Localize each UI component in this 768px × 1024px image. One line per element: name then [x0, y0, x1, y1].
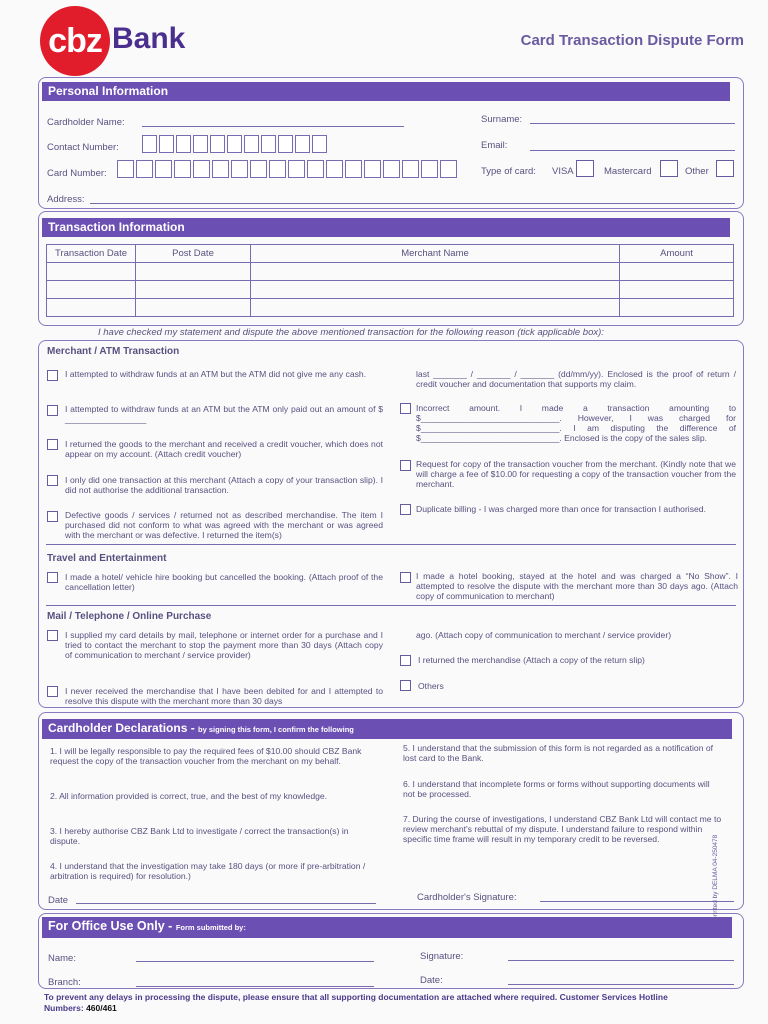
contact-number-boxes[interactable]: [142, 135, 329, 158]
not-received-text: I never received the merchandise that I have been debited for and I attempted to resolve this dispute with the merchant more than 30 days: [65, 686, 383, 706]
atm-no-cash-text: I attempted to withdraw funds at an ATM but the ATM did not give me any cash.: [65, 369, 367, 379]
credit-voucher-text: I returned the goods to the merchant and received a credit voucher, which does not appear on my account. (Attach credit voucher): [65, 439, 383, 459]
declaration-date-field[interactable]: [76, 903, 376, 904]
declaration-2: 2. All information provided is correct, true, and the best of my knowledge.: [50, 791, 328, 801]
table-row[interactable]: [47, 263, 734, 281]
office-signature-field[interactable]: [508, 960, 734, 961]
office-branch-field[interactable]: [136, 986, 374, 987]
office-subtitle: Form submitted by:: [175, 923, 246, 932]
personal-info-heading: Personal Information: [42, 82, 730, 101]
surname-label: Surname:: [481, 114, 523, 125]
logo-text: cbz: [48, 21, 102, 60]
visa-checkbox[interactable]: [576, 160, 594, 177]
office-date-label: Date:: [420, 975, 443, 986]
mail-heading: Mail / Telephone / Online Purchase: [47, 611, 212, 622]
address-field[interactable]: [90, 203, 735, 204]
others-text: Others: [418, 681, 444, 691]
returned-merchandise-text: I returned the merchandise (Attach a copy of the return slip): [418, 655, 645, 665]
other-label: Other: [685, 166, 709, 177]
others-checkbox[interactable]: [400, 680, 411, 691]
cardholder-name-field[interactable]: [142, 126, 404, 127]
declarations-title: Cardholder Declarations -: [48, 721, 195, 735]
table-row[interactable]: [47, 281, 734, 299]
address-label: Address:: [47, 194, 85, 205]
not-received-checkbox[interactable]: [47, 686, 58, 697]
declarations-heading: [42, 719, 732, 739]
footer-text: To prevent any delays in processing the dispute, please ensure that all supporting documentation are attached where required. Customer Services Hotline: [44, 992, 668, 1002]
request-voucher-text: Request for copy of the transaction voucher from the merchant. (Kindly note that we will charge a fee of $10.00 for requesting a copy of the transaction voucher from the merchant.: [416, 459, 736, 489]
declaration-6: 6. I understand that incomplete forms or forms without supporting documents will not be processed.: [403, 779, 710, 799]
atm-partial-text: I attempted to withdraw funds at an ATM but the ATM only paid out an amount of $ _________________: [65, 404, 383, 424]
section-divider: [46, 544, 736, 545]
no-show-checkbox[interactable]: [400, 572, 411, 583]
declaration-date-label: Date: [48, 895, 69, 906]
email-label: Email:: [481, 140, 508, 151]
transaction-info-heading: Transaction Information: [42, 218, 730, 237]
logo-bank-word: Bank: [112, 22, 186, 55]
defective-goods-text: Defective goods / services / returned not as described merchandise. The item I purchased did not conform to what was agreed with the merchant or was agreed with the merchant or was defective. I returned the item(s): [65, 510, 383, 540]
cardholder-signature-field[interactable]: [540, 901, 734, 902]
cardholder-signature-label: Cardholder's Signature:: [417, 892, 517, 903]
hotel-cancel-text: I made a hotel/ vehicle hire booking but cancelled the booking. (Attach proof of the cancellation letter): [65, 572, 383, 592]
col-amount: Amount: [620, 245, 734, 263]
incorrect-amount-checkbox[interactable]: [400, 403, 411, 414]
cbz-logo: [40, 6, 110, 76]
declaration-3: 3. I hereby authorise CBZ Bank Ltd to investigate / correct the transaction(s) in dispute.: [50, 826, 349, 846]
type-of-card-label: Type of card:: [481, 166, 536, 177]
office-signature-label: Signature:: [420, 951, 464, 962]
travel-heading: Travel and Entertainment: [47, 553, 167, 564]
card-number-label: Card Number:: [47, 168, 107, 179]
card-number-boxes[interactable]: [117, 160, 459, 183]
atm-no-cash-checkbox[interactable]: [47, 370, 58, 381]
office-name-label: Name:: [48, 953, 76, 964]
office-heading: [42, 917, 732, 938]
col-merchant-name: Merchant Name: [251, 245, 620, 263]
statement-note: I have checked my statement and dispute the above mentioned transaction for the following reason (tick applicable box):: [98, 327, 604, 338]
office-date-field[interactable]: [508, 984, 734, 985]
mastercard-checkbox[interactable]: [660, 160, 678, 177]
declaration-5: 5. I understand that the submission of this form is not regarded as a notification of lost card to the Bank.: [403, 743, 714, 763]
declaration-4: 4. I understand that the investigation may take 180 days (or more if pre-arbitration / arbitration is required) for resolution.): [50, 861, 366, 881]
declarations-subtitle: by signing this form, I confirm the following: [198, 725, 354, 734]
mastercard-label: Mastercard: [604, 166, 652, 177]
atm-partial-checkbox[interactable]: [47, 405, 58, 416]
one-transaction-checkbox[interactable]: [47, 475, 58, 486]
hotel-cancel-checkbox[interactable]: [47, 572, 58, 583]
returned-merchandise-checkbox[interactable]: [400, 655, 411, 666]
declaration-1: 1. I will be legally responsible to pay the required fees of $10.00 should CBZ Bank request the copy of the transaction voucher from the merchant on my behalf.: [50, 746, 362, 766]
mail-order-text: I supplied my card details by mail, telephone or internet order for a purchase and I tried to contact the merchant to stop the payment more than 30 days (Attach copy of communication to merchant / service provider): [65, 630, 383, 660]
office-name-field[interactable]: [136, 961, 374, 962]
merchant-atm-heading: Merchant / ATM Transaction: [47, 346, 180, 357]
return-date-text: last _______ / _______ / _______ (dd/mm/yy). Enclosed is the proof of return / credit voucher and documentation that supports my claim.: [416, 369, 736, 389]
office-title: For Office Use Only -: [48, 919, 173, 933]
visa-label: VISA: [552, 166, 574, 177]
footer-numbers-label: Numbers:: [44, 1003, 84, 1013]
declaration-7: 7. During the course of investigations, I understand CBZ Bank Ltd will contact me to review merchant's rebuttal of my dispute. I understand failure to respond within specific time frame will result in my temporary credit to be reversed.: [403, 814, 722, 844]
mail-order-checkbox[interactable]: [47, 630, 58, 641]
table-row[interactable]: [47, 299, 734, 317]
one-transaction-text: I only did one transaction at this merchant (Attach a copy of your transaction slip). I did not authorise the additional transaction.: [65, 475, 383, 495]
cardholder-name-label: Cardholder Name:: [47, 117, 125, 128]
request-voucher-checkbox[interactable]: [400, 460, 411, 471]
duplicate-billing-checkbox[interactable]: [400, 504, 411, 515]
mail-ago-text: ago. (Attach copy of communication to merchant / service provider): [416, 630, 672, 640]
col-post-date: Post Date: [136, 245, 251, 263]
contact-number-label: Contact Number:: [47, 142, 119, 153]
incorrect-amount-text: Incorrect amount. I made a transaction amounting to $_____________________________. However, I was charged for $_____________________________. I am disputing the difference of $_____________________________. Enclosed is the copy of the sales slip.: [416, 403, 736, 443]
defective-goods-checkbox[interactable]: [47, 511, 58, 522]
form-title: Card Transaction Dispute Form: [520, 32, 744, 49]
email-field[interactable]: [530, 150, 735, 151]
duplicate-billing-text: Duplicate billing - I was charged more than once for transaction I authorised.: [416, 504, 706, 514]
office-branch-label: Branch:: [48, 977, 81, 988]
col-transaction-date: Transaction Date: [47, 245, 136, 263]
other-card-checkbox[interactable]: [716, 160, 734, 177]
surname-field[interactable]: [530, 123, 735, 124]
no-show-text: I made a hotel booking, stayed at the hotel and was charged a “No Show”. I attempted to resolve the dispute with the merchant more than 30 days ago. (Attach copy of communication to merchant): [416, 571, 738, 601]
footer-numbers-value: 460/461: [86, 1003, 117, 1013]
credit-voucher-checkbox[interactable]: [47, 439, 58, 450]
side-print-text: printed by DELMA 04-250478: [712, 834, 719, 920]
footer-numbers: [44, 1003, 117, 1013]
transaction-table: [46, 244, 734, 317]
section-divider: [46, 605, 736, 606]
